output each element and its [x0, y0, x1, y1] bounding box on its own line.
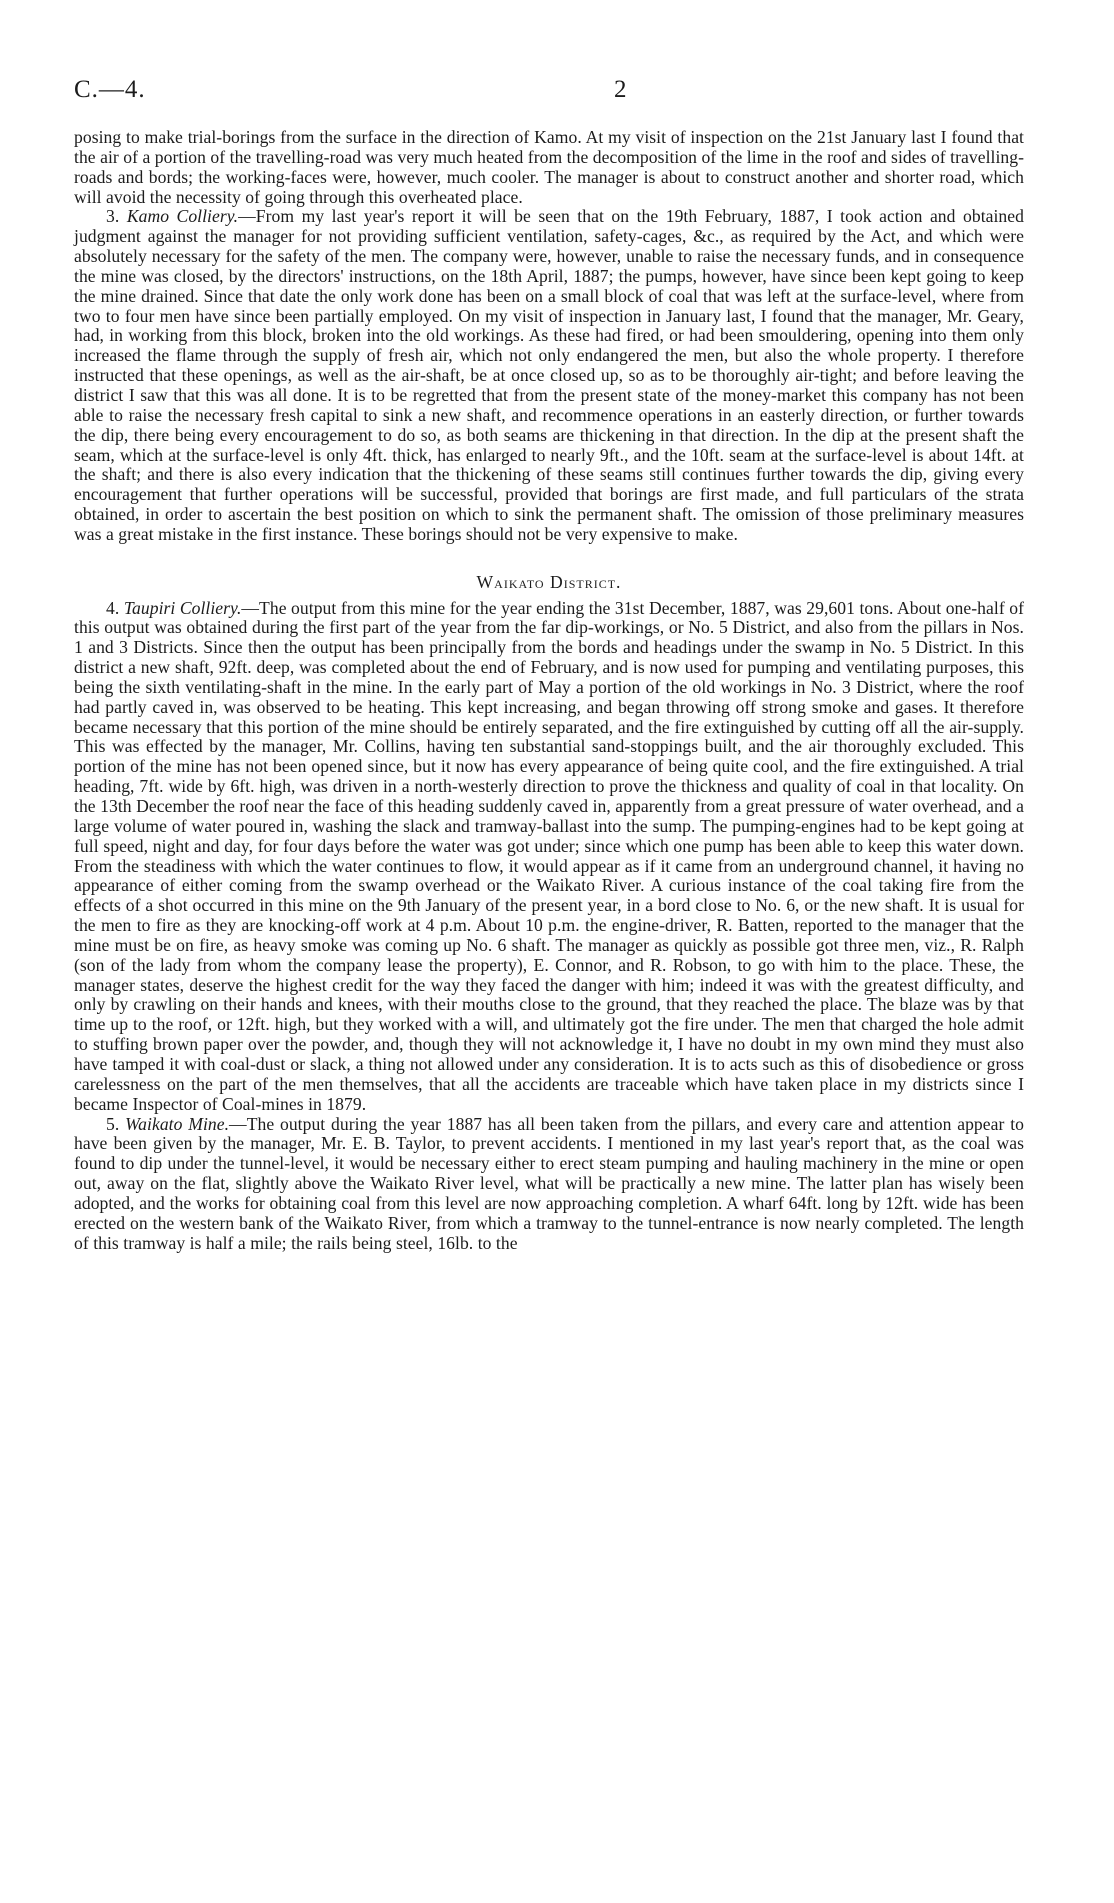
paragraph-taupiri-colliery — [74, 599, 1024, 1115]
page-header — [74, 76, 1034, 116]
paragraph-number: 4. — [106, 597, 124, 618]
section-heading: Waikato District. — [476, 571, 622, 592]
paragraph-number: 5. — [106, 1113, 126, 1134]
paragraph-text: posing to make trial-borings from the surface in the direction of Kamo. At my visit of inspection on the 21st January last I found that the air of a portion of the travelling-road was very much heated from the decomposition of the lime in the roof and sides of travelling-roads and bords; the working-faces were, however, much cooler. The manager is about to construct another and shorter road, which will avoid the necessity of going through this overheated place. — [74, 127, 1024, 207]
paragraph-title: Waikato Mine. — [125, 1113, 230, 1134]
paragraph-text: —The output during the year 1887 has all been taken from the pillars, and every care and attention appear to have been given by the manager, Mr. E. B. Taylor, to prevent accidents. I mentioned in my last year's report that, as the coal was found to dip under the tunnel-level, it would be necessary either to erect steam pumping and hauling machinery in the mine or open out, away on the flat, slightly above the Waikato River level, what will be practically a new mine. The latter plan has wisely been adopted, and the works for obtaining coal from this level are now approaching completion. A wharf 64ft. long by 12ft. wide has been erected on the western bank of the Waikato River, from which a tramway to the tunnel-entrance is now nearly completed. The length of this tramway is half a mile; the rails being steel, 16lb. to the — [74, 1113, 1024, 1253]
paragraph-title: Kamo Colliery. — [126, 206, 239, 227]
paragraph-waikato-mine — [74, 1115, 1024, 1254]
paragraph-continuation — [74, 128, 1024, 207]
paragraph-kamo-colliery — [74, 207, 1024, 544]
paragraph-text: —The output from this mine for the year ending the 31st December, 1887, was 29,601 tons. About one-half of this output was obtained during the first part of the year from the far dip-workings, or No. 5 District, and also from the pillars in Nos. 1 and 3 Districts. Since then the output has been principally from the bords and headings under the swamp in No. 5 District. In this district a new shaft, 92ft. deep, was completed about the end of February, and is now used for pumping and ventilating purposes, this being the sixth ventilating-shaft in the mine. In the early part of May a portion of the old workings in No. 3 District, where the roof had partly caved in, was observed to be heating. This kept increasing, and began throwing off strong smoke and gases. It therefore became necessary that this portion of the mine should be entirely separated, and the fire extinguished by cutting off all the air-supply. This was effected by the manager, Mr. Collins, having ten substantial sand-stoppings built, and the air thoroughly excluded. This portion of the mine has not been opened since, but it now has every appearance of being quite cool, and the fire extinguished. A trial heading, 7ft. wide by 6ft. high, was driven in a north-westerly direction to prove the thickness and quality of coal in that locality. On the 13th December the roof near the face of this heading suddenly caved in, apparently from a great pressure of water overhead, and a large volume of water poured in, washing the slack and tramway-ballast into the sump. The pumping-engines had to be kept going at full speed, night and day, for four days before the water was got under; since which one pump has been able to keep this water down. From the steadiness with which the water continues to flow, it would appear as if it came from an underground channel, it having no appearance of either coming from the swamp overhead or the Waikato River. A curious instance of the coal taking fire from the effects of a shot occurred in this mine on the 9th January of the present year, in a bord close to No. 6, or the new shaft. It is usual for the men to fire as they are knocking-off work at 4 p.m. About 10 p.m. the engine-driver, R. Batten, reported to the manager that the mine must be on fire, as heavy smoke was coming up No. 6 shaft. The manager as quickly as possible got three men, viz., R. Ralph (son of the lady from whom the company lease the property), E. Connor, and R. Robson, to go with him to the place. These, the manager states, deserve the highest credit for the way they faced the danger with him; indeed it was with the greatest difficulty, and only by crawling on their hands and knees, with their mouths close to the ground, that they reached the place. The blaze was by that time up to the roof, or 12ft. high, but they worked with a will, and ultimately got the fire under. The men that charged the hole admit to stuffing brown paper over the powder, and, though they will not acknowledge it, I have no doubt in my own mind they must also have tamped it with coal-dust or slack, a thing not allowed under any consideration. It is to acts such as this of disobedience or gross carelessness on the part of the men themselves, that all the accidents are traceable which have taken place in my districts since I became Inspector of Coal-mines in 1879. — [74, 597, 1024, 1114]
paragraph-title: Taupiri Colliery. — [123, 597, 242, 618]
document-reference: C.—4. — [74, 76, 146, 103]
page-number: 2 — [614, 76, 627, 103]
body-text — [74, 128, 1024, 1253]
paragraph-number: 3. — [106, 206, 127, 227]
paragraph-text: —From my last year's report it will be seen that on the 19th February, 1887, I took action and obtained judgment against the manager for not providing sufficient ventilation, safety-cages, &c., as required by the Act, and which were absolutely necessary for the safety of the men. The company were, however, unable to raise the necessary funds, and in consequence the mine was closed, by the directors' instructions, on the 18th April, 1887; the pumps, however, have since been kept going to keep the mine drained. Since that date the only work done has been on a small block of coal that was left at the surface-level, where from two to four men have since been partially employed. On my visit of inspection in January last, I found that the manager, Mr. Geary, had, in working from this block, broken into the old workings. As these had fired, or had been smouldering, opening into them only increased the flame through the supply of fresh air, which not only endangered the men, but also the whole property. I therefore instructed that these openings, as well as the air-shaft, be at once closed up, so as to be thoroughly air-tight; and before leaving the district I saw that this was all done. It is to be regretted that from the present state of the money-market this company has not been able to raise the necessary fresh capital to sink a new shaft, and recommence operations in an easterly direction, or further towards the dip, there being every encouragement to do so, as both seams are thickening in that direction. In the dip at the present shaft the seam, which at the surface-level is only 4ft. thick, has enlarged to nearly 9ft., and the 10ft. seam at the surface-level is about 14ft. at the shaft; and there is also every indication that the thickening of these seams still continues further towards the dip, giving every encouragement that further operations will be successful, provided that borings are first made, and full particulars of the strata obtained, in order to ascertain the best position on which to sink the permanent shaft. The omission of those preliminary measures was a great mistake in the first instance. These borings should not be very expensive to make. — [74, 206, 1024, 544]
